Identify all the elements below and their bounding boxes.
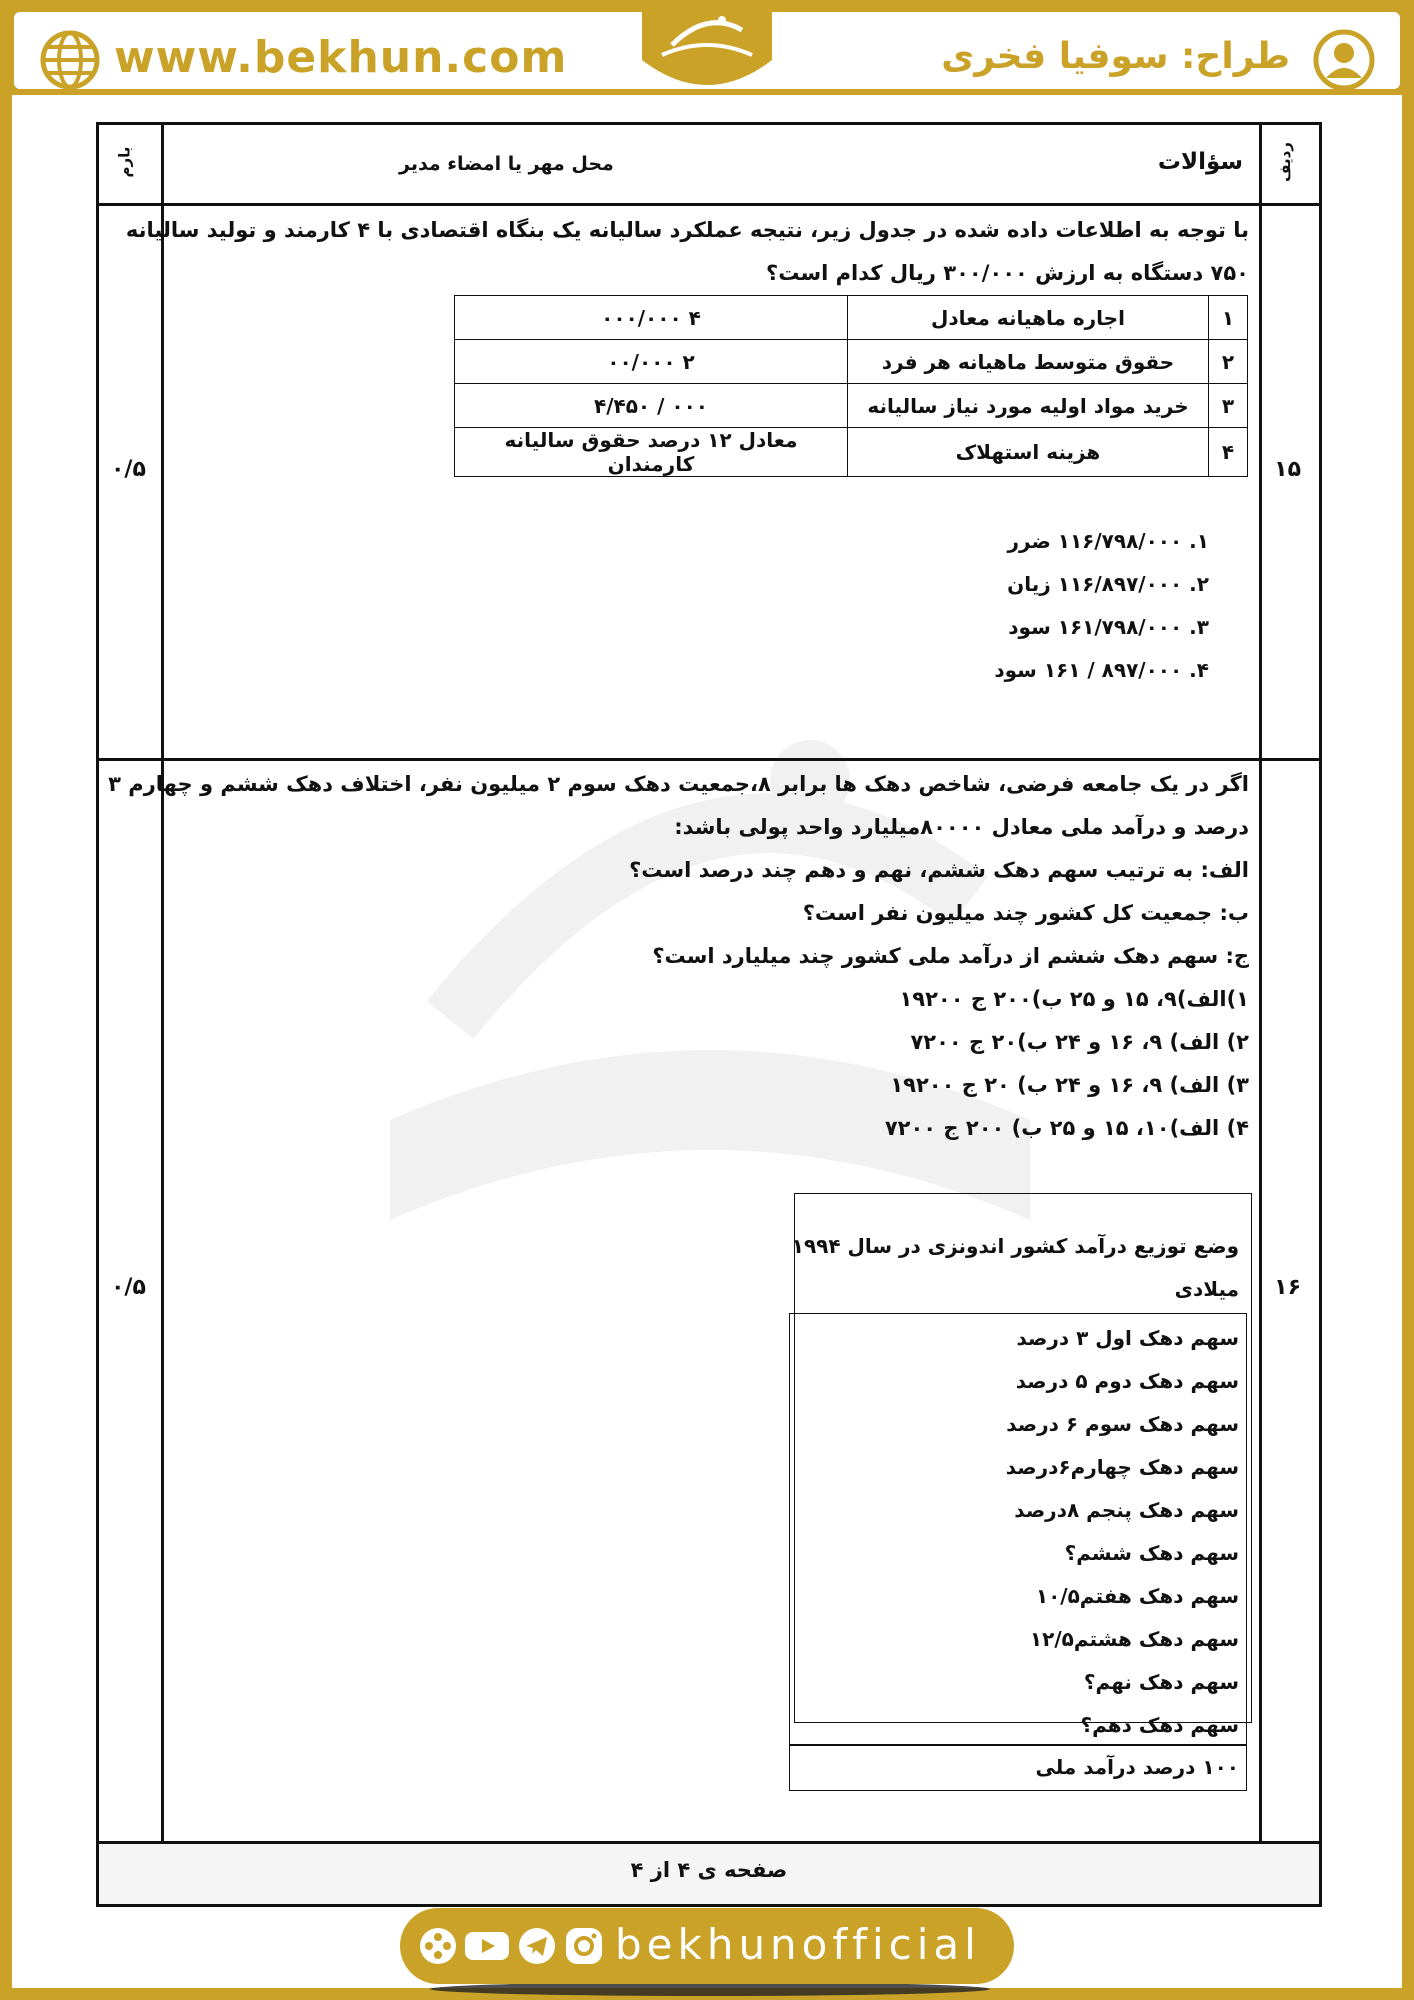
list-item: سهم دهک سوم ۶ درصد [1006, 1412, 1239, 1436]
youtube-icon[interactable] [464, 1926, 510, 1966]
list-item: سهم دهک ششم؟ [1064, 1541, 1239, 1565]
answer-option[interactable]: ۴. ۸۹۷/۰۰۰ / ۱۶۱ سود [994, 658, 1209, 682]
table-cell: حقوق متوسط ماهیانه هر فرد [848, 340, 1209, 384]
question-line: اگر در یک جامعه فرضی، شاخص دهک ها برابر ۸،جمعیت دهک سوم ۲ میلیون نفر، اختلاف دهک ششم و چهارم ۳ [108, 772, 1249, 796]
table-cell: ۰۰۰ / ۴/۴۵۰ [455, 384, 848, 428]
table-cell: ۳ [1209, 384, 1248, 428]
table-cell: معادل ۱۲ درصد حقوق سالیانه کارمندان [455, 428, 848, 477]
website-url[interactable]: www.bekhun.com [114, 32, 568, 83]
question-line: درصد و درآمد ملی معادل ۸۰۰۰۰میلیارد واحد پولی باشد: [674, 815, 1249, 839]
question-score: ۰/۵ [111, 457, 146, 482]
question-part: ج: سهم دهک ششم از درآمد ملی کشور چند میلیارد است؟ [652, 944, 1249, 968]
questions-header: سؤالات [1157, 149, 1243, 175]
question-text [108, 763, 1249, 1150]
question-part: الف: به ترتیب سهم دهک ششم، نهم و دهم چند درصد است؟ [629, 858, 1249, 882]
data-table [454, 295, 1248, 477]
list-item: سهم دهک اول ۳ درصد [1016, 1326, 1239, 1350]
list-item: سهم دهک دوم ۵ درصد [1015, 1369, 1239, 1393]
table-cell: اجاره ماهیانه معادل [848, 296, 1209, 340]
answer-option[interactable]: ۳. ۱۶۱/۷۹۸/۰۰۰ سود [1008, 615, 1209, 639]
question-line: با توجه به اطلاعات داده شده در جدول زیر، نتیجه عملکرد سالیانه یک بنگاه اقتصادی با ۴ کارمند و تولید سالیانه [125, 218, 1249, 242]
distribution-title-line: میلادی [1174, 1277, 1239, 1301]
table-cell: خرید مواد اولیه مورد نیاز سالیانه [848, 384, 1209, 428]
answer-option[interactable]: ۱. ۱۱۶/۷۹۸/۰۰۰ ضرر [1007, 529, 1209, 553]
page-number: صفحه ی ۴ از ۴ [630, 1858, 788, 1882]
table-row [455, 340, 1248, 384]
question-part: ب: جمعیت کل کشور چند میلیون نفر است؟ [802, 901, 1249, 925]
designer-name: طراح: سوفیا فخری [941, 36, 1290, 77]
question-number: ۱۶ [1274, 1275, 1301, 1300]
list-item: سهم دهک نهم؟ [1083, 1670, 1239, 1694]
row-number-header: ردیف [1276, 142, 1295, 182]
distribution-list [1006, 1317, 1239, 1747]
table-cell: ۲ [1209, 340, 1248, 384]
list-item: سهم دهک هشتم۱۲/۵ [1029, 1627, 1239, 1651]
social-handle[interactable]: bekhunofficial [615, 1920, 981, 1969]
list-item: سهم دهک هفتم۱۰/۵ [1035, 1584, 1239, 1608]
answer-option[interactable]: ۲) الف) ۹، ۱۶ و ۲۴ ب)۲۰ ج ۷۲۰۰ [910, 1030, 1249, 1054]
question-score: ۰/۵ [111, 1275, 146, 1300]
list-item: سهم دهک دهم؟ [1080, 1713, 1239, 1737]
distribution-title [792, 1225, 1239, 1311]
distribution-title-line: وضع توزیع درآمد کشور اندونزی در سال ۱۹۹۴ [791, 1234, 1239, 1258]
list-item: سهم دهک چهارم۶درصد [1005, 1455, 1239, 1479]
column-divider [1259, 125, 1262, 1844]
instagram-icon[interactable] [564, 1926, 604, 1966]
table-row [455, 296, 1248, 340]
page-footer [99, 1841, 1319, 1904]
question-number: ۱۵ [1274, 457, 1301, 482]
answer-option[interactable]: ۴) الف)۱۰، ۱۵ و ۲۵ ب) ۲۰۰ ج ۷۲۰۰ [884, 1116, 1249, 1140]
row-divider [99, 758, 1319, 761]
table-row [455, 384, 1248, 428]
table-cell: هزینه استهلاک [848, 428, 1209, 477]
answer-option[interactable]: ۱)الف)۹، ۱۵ و ۲۵ ب)۲۰۰ ج ۱۹۲۰۰ [899, 987, 1249, 1011]
answer-options [994, 520, 1209, 692]
score-header: بارم [115, 146, 134, 178]
stamp-header: محل مهر یا امضاء مدیر [399, 153, 614, 175]
answer-option[interactable]: ۳) الف) ۹، ۱۶ و ۲۴ ب) ۲۰ ج ۱۹۲۰۰ [890, 1073, 1249, 1097]
table-cell: ۴ ۰۰۰/۰۰۰ [455, 296, 848, 340]
question-text [126, 209, 1249, 295]
distribution-total: ۱۰۰ درصد درآمد ملی [1035, 1755, 1239, 1779]
social-bar [400, 1908, 1014, 1984]
social-bar-shadow [430, 1982, 990, 1996]
table-cell: ۱ [1209, 296, 1248, 340]
list-item: سهم دهک پنجم ۸درصد [1014, 1498, 1239, 1522]
film-reel-icon[interactable] [418, 1926, 458, 1966]
exam-table [96, 122, 1322, 1907]
question-line: ۷۵۰ دستگاه به ارزش ۳۰۰/۰۰۰ ریال کدام است؟ [766, 261, 1249, 285]
table-cell: ۴ [1209, 428, 1248, 477]
row-divider [99, 203, 1319, 206]
table-row [455, 428, 1248, 477]
answer-option[interactable]: ۲. ۱۱۶/۸۹۷/۰۰۰ زیان [1007, 572, 1209, 596]
telegram-icon[interactable] [517, 1926, 557, 1966]
table-cell: ۲ ۰۰/۰۰۰ [455, 340, 848, 384]
